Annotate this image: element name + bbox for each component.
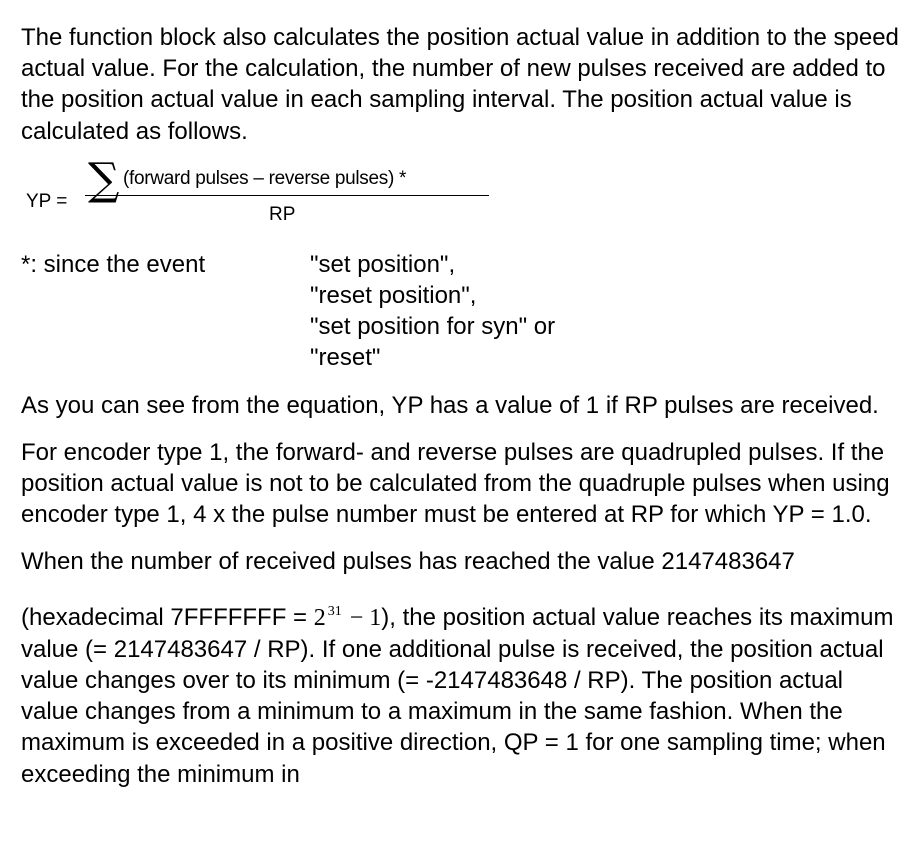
event-item: "reset position",: [310, 282, 477, 310]
formula-denominator: RP: [269, 203, 296, 225]
power-base: 2: [313, 604, 326, 631]
footnote-label: *: since the event: [21, 250, 206, 278]
power-exponent: 31: [327, 603, 342, 619]
overflow-pre: (hexadecimal 7FFFFFFF =: [21, 603, 314, 631]
power-expression: [314, 605, 382, 631]
encoder-paragraph: For encoder type 1, the forward- and reverse pulses are quadrupled pulses. If the position actual value is not to be calculated from the quadruple pulses when using encoder type 1, 4 x the pulse number must be entered at RP for which YP = 1.0.: [21, 438, 890, 529]
footnote-events: [21, 249, 907, 374]
overflow-line1: When the number of received pulses has reached the value 2147483647: [21, 548, 795, 576]
overflow-rest: ), the position actual value reaches its maximum value (= 2147483647 / RP). If one additional pulse is received, the position actual value changes over to its minimum (= -2147483648 / RP). The position actual value changes from a minimum to a maximum in the same fashion. When the maximum is exceeded in a positive direction, QP = 1 for one sampling time; when exceeding the minimum in: [21, 603, 894, 788]
event-item: "set position",: [310, 250, 456, 278]
fraction-bar: [85, 195, 489, 196]
event-item: "reset": [310, 344, 381, 372]
intro-paragraph: The function block also calculates the position actual value in addition to the speed actual value. For the calculation, the number of new pulses received are added to the position actual value in each sampling interval. The position actual value is calculated as follows.: [21, 24, 899, 145]
position-formula: [21, 153, 907, 249]
power-minus-one: − 1: [343, 604, 382, 631]
document-page: [21, 22, 907, 790]
sigma-symbol: ∑: [88, 153, 120, 205]
event-item: "set position for syn" or: [310, 313, 556, 341]
yp-value-paragraph: As you can see from the equation, YP has a value of 1 if RP pulses are received.: [21, 391, 879, 419]
formula-lhs: YP =: [26, 190, 68, 212]
event-list: [310, 249, 555, 374]
overflow-paragraph: [21, 546, 907, 789]
formula-numerator: (forward pulses – reverse pulses) *: [123, 167, 407, 189]
